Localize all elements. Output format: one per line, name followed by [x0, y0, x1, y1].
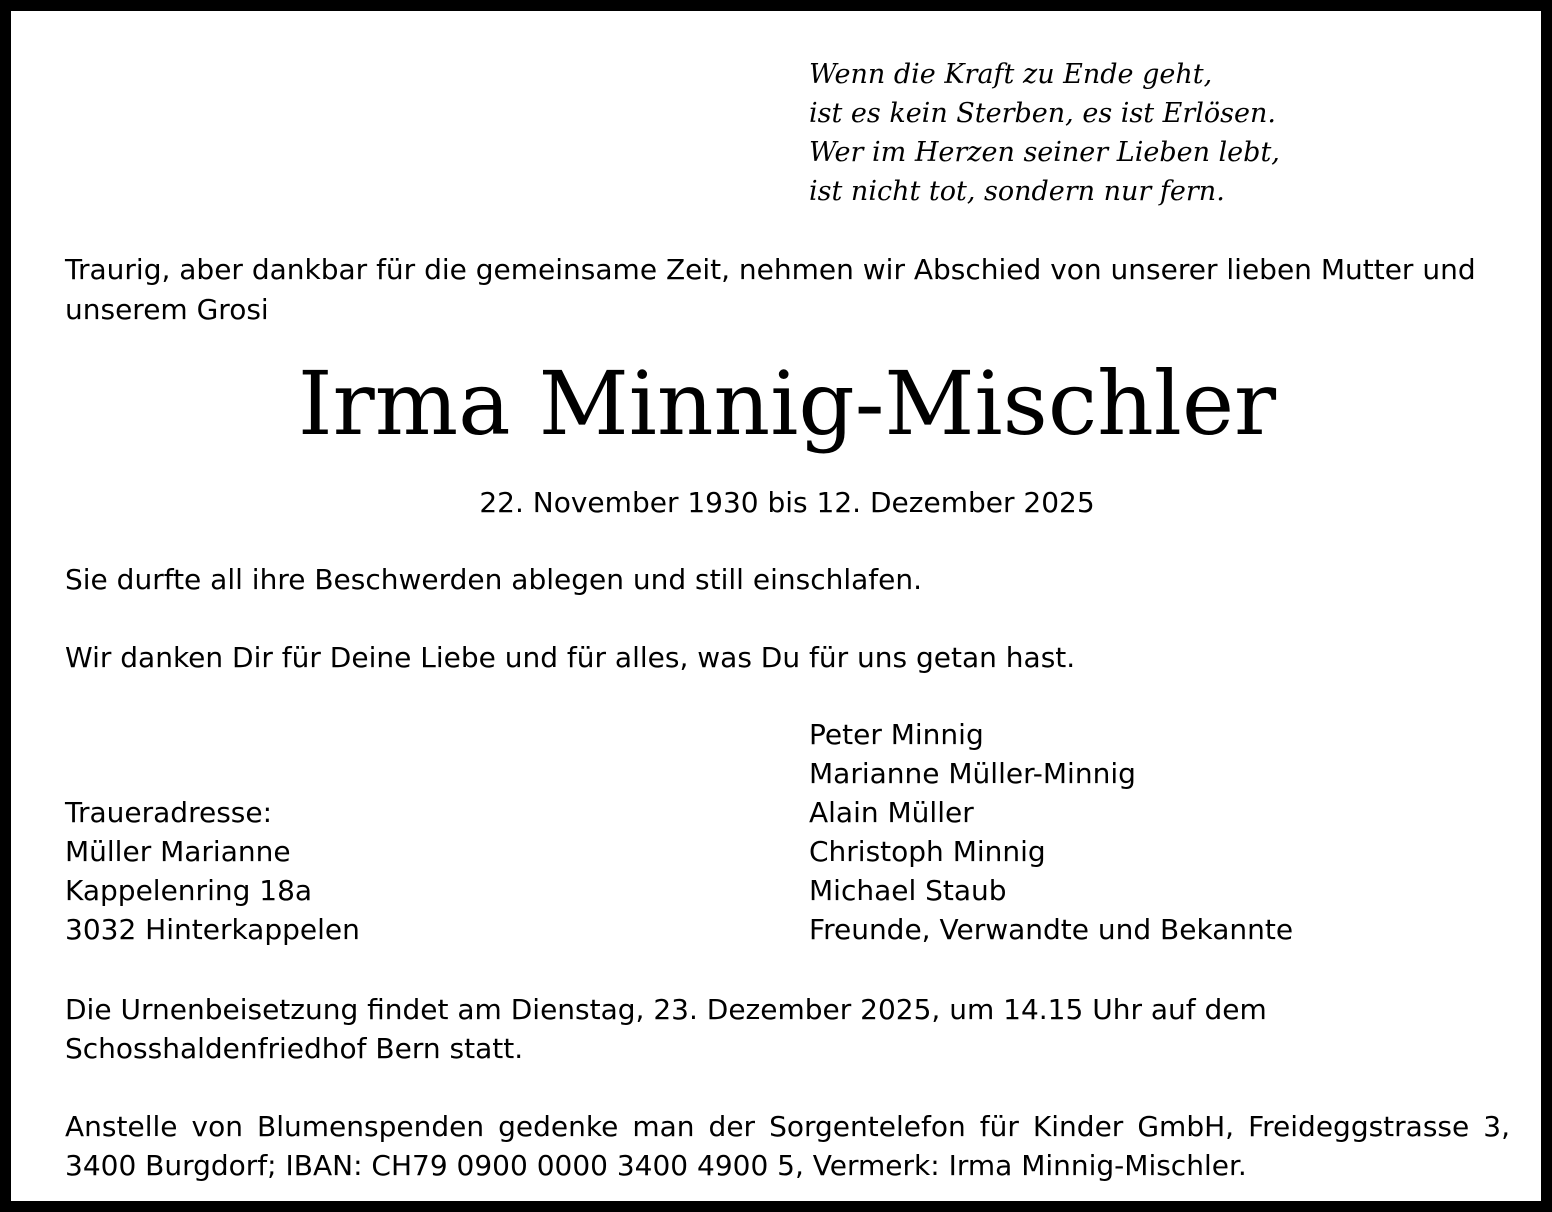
poem-line: ist nicht tot, sondern nur fern. [809, 176, 1225, 207]
poem-line: Wenn die Kraft zu Ende geht, [809, 59, 1213, 90]
deceased-name: Irma Minnig-Mischler [297, 352, 1277, 455]
mourners-list [809, 715, 1293, 949]
donation-notice: Anstelle von Blumenspenden gedenke man der Sorgentelefon für Kinder GmbH, Freideggstrasse 3, 3400 Burgdorf; IBAN: CH79 0900 0000 3400 4900 5, Vermerk: Irma Minnig-Mischler. [65, 1110, 1510, 1182]
address-heading: Traueradresse: [65, 796, 273, 829]
poem-line: Wer im Herzen seiner Lieben lebt, [809, 137, 1280, 168]
mourner-name: Christoph Minnig [809, 835, 1046, 868]
sentence-thanks: Wir danken Dir für Deine Liebe und für alles, was Du für uns getan hast. [65, 641, 1076, 674]
address-line: Kappelenring 18a [65, 874, 313, 907]
mourning-address [65, 793, 360, 949]
mourner-name: Freunde, Verwandte und Bekannte [809, 913, 1294, 946]
mourner-name: Michael Staub [809, 874, 1007, 907]
address-line: 3032 Hinterkappelen [65, 913, 360, 946]
mourner-name: Alain Müller [809, 796, 974, 829]
funeral-notice: Die Urnenbeisetzung findet am Dienstag, 23. Dezember 2025, um 14.15 Uhr auf dem Schosshaldenfriedhof Bern statt. [65, 993, 1267, 1065]
mourner-name: Marianne Müller-Minnig [809, 757, 1136, 790]
mourner-name: Peter Minnig [809, 718, 984, 751]
sentence-rest: Sie durfte all ihre Beschwerden ablegen und still einschlafen. [65, 563, 923, 596]
address-line: Müller Marianne [65, 835, 291, 868]
poem-line: ist es kein Sterben, es ist Erlösen. [809, 98, 1276, 129]
intro-text: Traurig, aber dankbar für die gemeinsame Zeit, nehmen wir Abschied von unserer lieben Mutter und unserem Grosi [65, 253, 1476, 326]
life-dates: 22. November 1930 bis 12. Dezember 2025 [479, 486, 1095, 519]
poem [809, 55, 1280, 211]
